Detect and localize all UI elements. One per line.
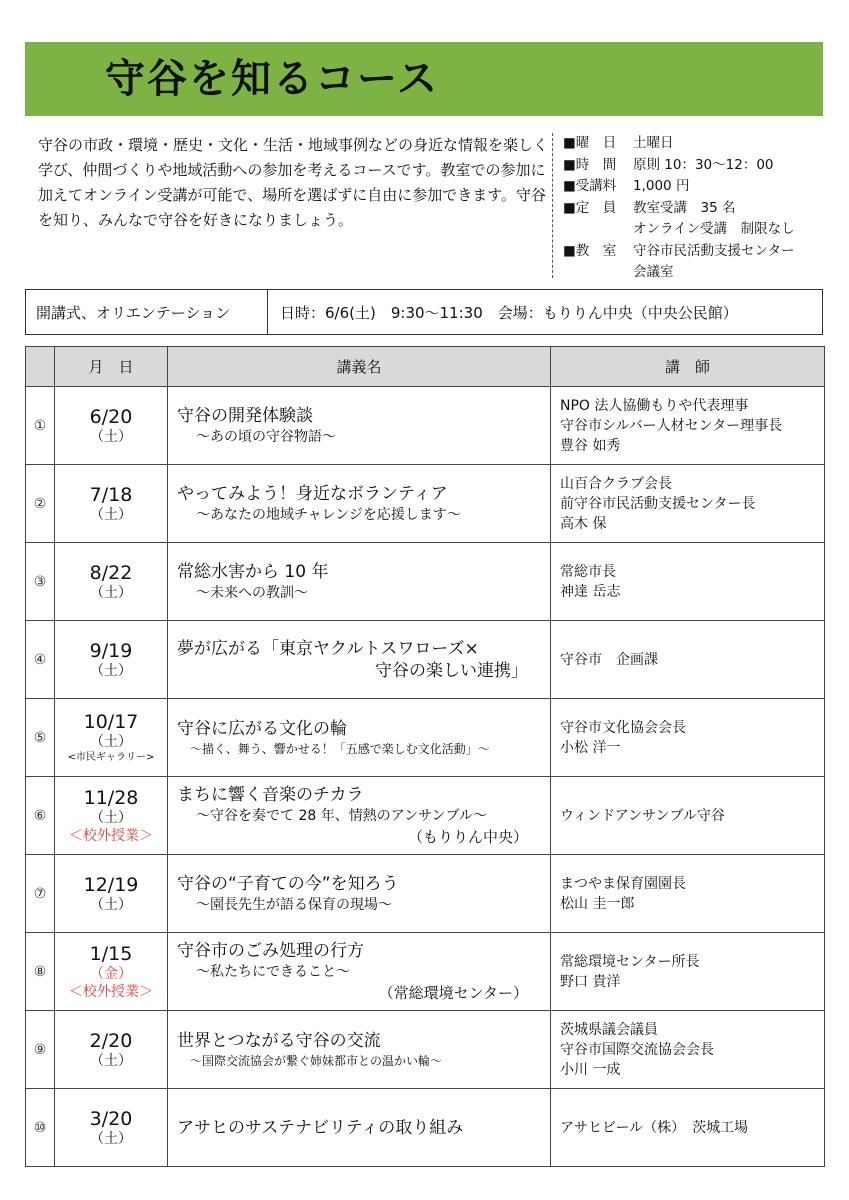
row-lecturer bbox=[551, 855, 825, 933]
table-header-row bbox=[26, 347, 825, 387]
row-title bbox=[168, 621, 551, 699]
lecturer-line: 高木 保 bbox=[560, 515, 607, 532]
header-title: 講義名 bbox=[168, 347, 551, 387]
table-row bbox=[26, 699, 825, 777]
lecture-title: 守谷の開発体験談 bbox=[177, 405, 313, 426]
lecturer-line: NPO 法人協働もりや代表理事 bbox=[560, 397, 749, 414]
row-title bbox=[168, 855, 551, 933]
lecturer-line: まつやま保育園園長 bbox=[560, 875, 686, 892]
lecturer-line: アサヒビール（株） 茨城工場 bbox=[560, 1119, 749, 1136]
row-date bbox=[55, 699, 168, 777]
row-title bbox=[168, 543, 551, 621]
schedule-table bbox=[25, 346, 825, 1167]
row-lecturer bbox=[551, 777, 825, 855]
lecture-subtitle: ～あなたの地域チャレンジを応援します～ bbox=[196, 506, 461, 523]
lecture-subtitle: ～私たちにできること～ bbox=[196, 963, 350, 980]
row-lecturer bbox=[551, 1011, 825, 1089]
lecturer-line: 守谷市文化協会会長 bbox=[560, 719, 686, 736]
row-title bbox=[168, 777, 551, 855]
lecture-venue: （常総環境センター） bbox=[378, 983, 528, 1002]
row-title bbox=[168, 387, 551, 465]
row-date bbox=[55, 543, 168, 621]
info-room-key: ■教 室 bbox=[563, 242, 617, 259]
row-title bbox=[168, 1089, 551, 1167]
table-row bbox=[26, 777, 825, 855]
info-room-value: 守谷市民活動支援センター bbox=[633, 242, 795, 259]
table-row bbox=[26, 1089, 825, 1167]
table-row bbox=[26, 465, 825, 543]
row-title bbox=[168, 465, 551, 543]
lecture-title: アサヒのサステナビリティの取り組み bbox=[177, 1117, 464, 1138]
row-lecturer bbox=[551, 621, 825, 699]
date-value: 1/15 bbox=[89, 942, 133, 965]
lecture-title: まちに響く音楽のチカラ bbox=[177, 784, 364, 805]
offsite-badge: ＜校外授業＞ bbox=[69, 827, 153, 844]
lecture-subtitle: ～未来への教訓～ bbox=[196, 584, 308, 601]
course-info bbox=[563, 133, 833, 284]
info-time-value: 原則 10：30～12：00 bbox=[633, 156, 774, 173]
info-capacity-online-value: オンライン受講 制限なし bbox=[633, 221, 795, 237]
row-date bbox=[55, 387, 168, 465]
row-number: ⑧ bbox=[26, 933, 55, 1011]
row-date bbox=[55, 621, 168, 699]
lecturer-line: 茨城県議会議員 bbox=[560, 1021, 658, 1038]
info-room-value-2: 会議室 bbox=[633, 264, 674, 280]
info-time bbox=[563, 155, 833, 177]
page-title: 守谷を知るコース bbox=[105, 56, 439, 102]
lecturer-line: 野口 貴洋 bbox=[560, 973, 621, 990]
row-number: ① bbox=[26, 387, 55, 465]
row-date bbox=[55, 465, 168, 543]
day-of-week: （土） bbox=[90, 896, 132, 913]
opening-label: 開講式、オリエンテーション bbox=[26, 290, 268, 334]
info-capacity bbox=[563, 198, 833, 220]
lecture-title: 夢が広がる「東京ヤクルトスワローズ× bbox=[177, 638, 479, 659]
row-date bbox=[55, 933, 168, 1011]
table-row bbox=[26, 387, 825, 465]
info-capacity-online bbox=[563, 219, 833, 241]
day-of-week: （金） bbox=[90, 965, 132, 982]
lecturer-line: 守谷市シルバー人材センター理事長 bbox=[560, 417, 783, 434]
opening-ceremony-box bbox=[25, 289, 823, 335]
header-number bbox=[26, 347, 55, 387]
info-day-key: ■曜 日 bbox=[563, 135, 617, 151]
info-fee-key: ■受講料 bbox=[563, 178, 617, 194]
header-date: 月 日 bbox=[55, 347, 168, 387]
lecture-subtitle: ～守谷を奏でて 28 年、情熱のアンサンブル～ bbox=[196, 807, 487, 824]
info-capacity-key: ■定 員 bbox=[563, 199, 617, 216]
info-time-key: ■時 間 bbox=[563, 156, 617, 173]
lecturer-line: 松山 圭一郎 bbox=[560, 895, 635, 912]
lecturer-line: ウィンドアンサンブル守谷 bbox=[560, 807, 725, 824]
lecturer-line: 守谷市国際交流協会会長 bbox=[560, 1041, 714, 1058]
day-of-week: （土） bbox=[90, 584, 132, 601]
table-row bbox=[26, 933, 825, 1011]
lecturer-line: 山百合クラブ会長 bbox=[560, 475, 672, 492]
day-of-week: （土） bbox=[90, 506, 132, 523]
lecture-title: 守谷に広がる文化の輪 bbox=[177, 718, 347, 739]
info-day bbox=[563, 133, 833, 155]
row-lecturer bbox=[551, 933, 825, 1011]
lecture-title: 守谷の“子育ての今”を知ろう bbox=[177, 873, 399, 894]
lecture-subtitle: ～園長先生が語る保育の現場～ bbox=[196, 896, 392, 913]
date-value: 11/28 bbox=[83, 786, 139, 809]
date-value: 2/20 bbox=[89, 1029, 133, 1052]
day-of-week: （土） bbox=[90, 1130, 132, 1147]
day-of-week: （土） bbox=[90, 662, 132, 679]
row-number: ② bbox=[26, 465, 55, 543]
row-number: ⑤ bbox=[26, 699, 55, 777]
lecture-subtitle: ～国際交流協会が繋ぐ姉妹都市との温かい輪～ bbox=[190, 1053, 443, 1068]
header-lecturer: 講 師 bbox=[551, 347, 825, 387]
divider bbox=[552, 133, 553, 278]
row-title bbox=[168, 699, 551, 777]
intro-text: 守谷の市政・環境・歴史・文化・生活・地域事例などの身近な情報を楽しく学び、仲間づくりや地域活動への参加を考えるコースです。教室での参加に加えてオンライン受講が可能で、場所を選ばずに自由に参加できます。守谷を知り、みんなで守谷を好きになりましょう。 bbox=[38, 136, 549, 229]
info-fee bbox=[563, 176, 833, 198]
info-room bbox=[563, 241, 833, 263]
date-value: 8/22 bbox=[89, 561, 133, 584]
row-lecturer bbox=[551, 1089, 825, 1167]
lecture-subtitle: ～描く、舞う、響かせる！「五感で楽しむ文化活動」～ bbox=[190, 741, 490, 756]
row-number: ⑦ bbox=[26, 855, 55, 933]
title-banner bbox=[25, 42, 823, 116]
lecturer-line: 常総環境センター所長 bbox=[560, 953, 700, 970]
offsite-badge: ＜校外授業＞ bbox=[69, 983, 153, 1000]
lecture-venue: （もりりん中央） bbox=[407, 827, 528, 846]
day-of-week: （土） bbox=[90, 809, 132, 826]
date-value: 7/18 bbox=[89, 483, 133, 506]
table-row bbox=[26, 855, 825, 933]
lecture-title: 世界とつながる守谷の交流 bbox=[177, 1030, 381, 1051]
day-of-week: （土） bbox=[90, 733, 132, 750]
row-date bbox=[55, 1089, 168, 1167]
table-row bbox=[26, 1011, 825, 1089]
row-date bbox=[55, 777, 168, 855]
venue-note: <市民ギャラリー> bbox=[67, 751, 155, 763]
lecture-title: 常総水害から 10 年 bbox=[177, 561, 329, 582]
info-fee-value: 1,000 円 bbox=[633, 178, 690, 194]
date-value: 9/19 bbox=[89, 639, 133, 662]
date-value: 6/20 bbox=[89, 405, 133, 428]
lecturer-line: 常総市長 bbox=[560, 563, 616, 580]
lecturer-line: 小松 洋一 bbox=[560, 739, 621, 756]
row-title bbox=[168, 1011, 551, 1089]
row-lecturer bbox=[551, 543, 825, 621]
row-lecturer bbox=[551, 387, 825, 465]
lecturer-line: 神達 岳志 bbox=[560, 583, 621, 600]
row-number: ⑨ bbox=[26, 1011, 55, 1089]
row-date bbox=[55, 1011, 168, 1089]
row-lecturer bbox=[551, 699, 825, 777]
info-room-2 bbox=[563, 262, 833, 284]
table-row bbox=[26, 543, 825, 621]
day-of-week: （土） bbox=[90, 428, 132, 445]
row-number: ⑩ bbox=[26, 1089, 55, 1167]
day-of-week: （土） bbox=[90, 1052, 132, 1069]
row-lecturer bbox=[551, 465, 825, 543]
row-date bbox=[55, 855, 168, 933]
lecture-title: やってみよう！身近なボランティア bbox=[177, 483, 448, 504]
row-number: ③ bbox=[26, 543, 55, 621]
lecturer-line: 守谷市 企画課 bbox=[560, 651, 658, 668]
info-capacity-value: 教室受講 35 名 bbox=[633, 199, 736, 216]
lecture-subtitle: ～あの頃の守谷物語～ bbox=[196, 428, 336, 445]
date-value: 12/19 bbox=[83, 873, 139, 896]
opening-detail: 日時：6/6(土) 9:30～11:30 会場：もりりん中央（中央公民館） bbox=[280, 303, 738, 322]
date-value: 10/17 bbox=[83, 710, 139, 733]
table-row bbox=[26, 621, 825, 699]
lecturer-line: 前守谷市民活動支援センター長 bbox=[560, 495, 756, 512]
info-day-value: 土曜日 bbox=[633, 135, 674, 151]
row-number: ⑥ bbox=[26, 777, 55, 855]
date-value: 3/20 bbox=[89, 1107, 133, 1130]
lecturer-line: 豊谷 如秀 bbox=[560, 437, 621, 454]
row-title bbox=[168, 933, 551, 1011]
lecture-subtitle: 守谷の楽しい連携」 bbox=[375, 660, 528, 681]
lecturer-line: 小川 一成 bbox=[560, 1061, 621, 1078]
row-number: ④ bbox=[26, 621, 55, 699]
lecture-title: 守谷市のごみ処理の行方 bbox=[177, 940, 364, 961]
